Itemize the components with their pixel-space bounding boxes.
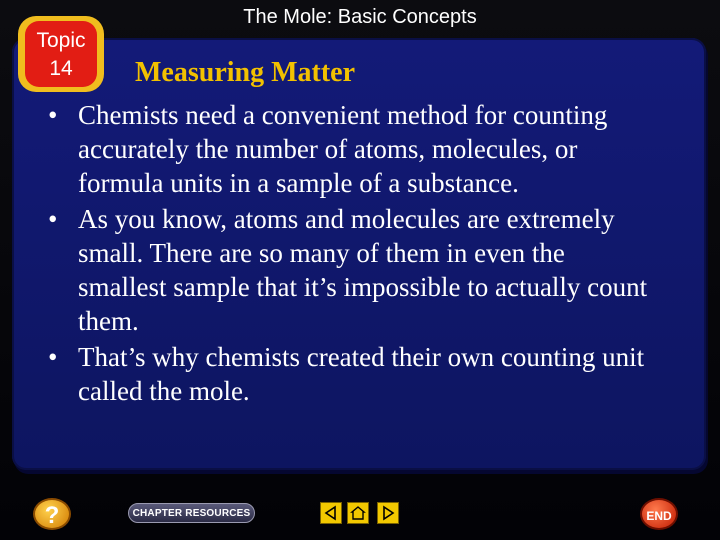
arrow-left-icon: [323, 505, 339, 521]
home-button[interactable]: [347, 502, 369, 524]
section-heading: Measuring Matter: [135, 57, 356, 88]
home-icon: [350, 505, 366, 521]
bullet-text: That’s why chemists created their own counting unit called the mole.: [78, 342, 645, 406]
end-button[interactable]: END: [640, 498, 678, 530]
arrow-right-icon: [380, 505, 396, 521]
page-title: The Mole: Basic Concepts: [243, 6, 477, 28]
previous-button[interactable]: [320, 502, 342, 524]
bullet-text: As you know, atoms and molecules are extremely small. There are so many of them in even the smallest sample that it’s impossible to actually count them.: [78, 204, 648, 336]
topic-label: Topic: [36, 29, 86, 52]
topic-badge-label: [25, 21, 97, 87]
bullet-marker: •: [48, 342, 58, 372]
chapter-resources-button[interactable]: CHAPTER RESOURCES: [128, 503, 255, 523]
topic-number: 14: [49, 57, 73, 80]
bullet-marker: •: [48, 100, 58, 130]
bullet-text: Chemists need a convenient method for counting accurately the number of atoms, molecules, or formula units in a sample of a substance.: [78, 100, 608, 198]
list-item: [48, 340, 658, 408]
list-item: [48, 98, 658, 200]
footer-toolbar: [0, 478, 720, 540]
bullet-list: [48, 98, 658, 410]
list-item: [48, 202, 658, 338]
help-button[interactable]: [33, 498, 71, 530]
bullet-marker: •: [48, 204, 58, 234]
question-icon: ?: [44, 502, 60, 529]
next-button[interactable]: [377, 502, 399, 524]
